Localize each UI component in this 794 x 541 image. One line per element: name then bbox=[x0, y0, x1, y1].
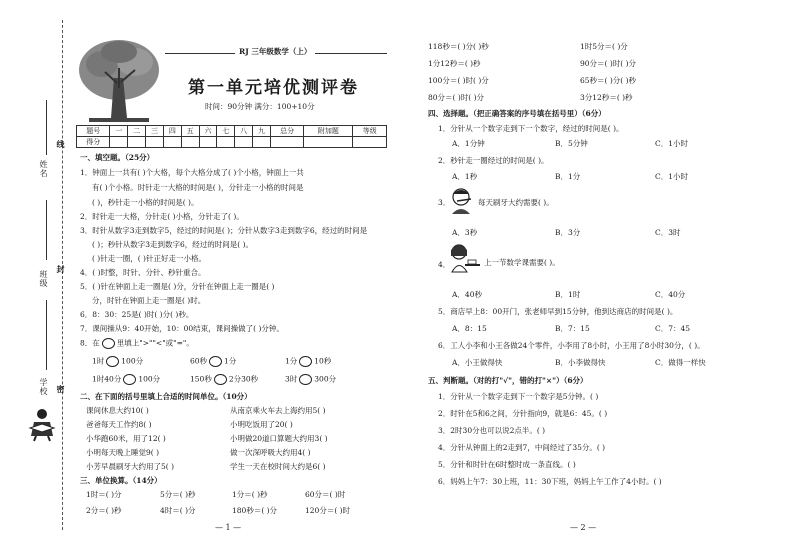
score-col-header: 七 bbox=[217, 126, 235, 137]
question-text: 有( )个小格。时针走一大格的时间是( )，分针走一小格的时间是 bbox=[92, 183, 304, 192]
conversion-item: 2分＝( )秒 bbox=[86, 506, 122, 515]
question-text: 7．课间操从9：40开始，10：00结束，课间操做了( )分钟。 bbox=[80, 324, 284, 333]
score-cell[interactable] bbox=[110, 137, 128, 148]
binding-seal-char: 封 bbox=[56, 265, 66, 274]
school-field[interactable] bbox=[46, 300, 47, 370]
unit-fill-item: 小华跑60米，用了12( ) bbox=[86, 434, 166, 443]
exam-subtitle: 时间：90分钟 满分：100+10分 bbox=[205, 102, 315, 111]
class-label: 班级 bbox=[39, 270, 48, 288]
binding-line-char: 线 bbox=[56, 140, 66, 149]
conversion-item: 5分＝( )秒 bbox=[160, 490, 196, 499]
boy-brushing-teeth-icon bbox=[447, 186, 475, 214]
compare-circle-input[interactable] bbox=[106, 356, 119, 367]
unit-fill-item: 爸爸每天工作约8( ) bbox=[86, 420, 152, 429]
choice-option[interactable]: C．40分 bbox=[655, 290, 686, 299]
section-4-title: 四、选择题。（把正确答案的序号填在括号里）（6分） bbox=[428, 109, 606, 118]
choice-option[interactable]: A．1分钟 bbox=[452, 139, 485, 148]
judge-item: 2．时针在5和6之间，分针指向9，就是6：45。( ) bbox=[438, 409, 608, 418]
score-table-score-row bbox=[77, 137, 387, 148]
question-number: 4． bbox=[438, 260, 451, 269]
question-suffix: 里填上">""<"或"="。 bbox=[116, 338, 194, 348]
score-col-header: 题号 bbox=[77, 126, 110, 137]
conversion-item: 90分＝( )时( )分 bbox=[580, 59, 637, 68]
judge-item: 4．分针从钟面上的2走到7，中间经过了35分。( ) bbox=[438, 443, 606, 452]
conversion-item: 1分＝( )秒 bbox=[232, 490, 268, 499]
score-col-header: 二 bbox=[128, 126, 146, 137]
compare-circle-input[interactable] bbox=[299, 374, 312, 385]
conversion-item: 1时＝( )分 bbox=[86, 490, 122, 499]
conversion-item: 120分＝( )时 bbox=[305, 506, 351, 515]
compare-item bbox=[92, 374, 160, 385]
unit-fill-item: 小明吃饭用了20( ) bbox=[230, 420, 293, 429]
choice-option[interactable]: C．1小时 bbox=[655, 139, 689, 148]
question-text: 3．时针从数字3走到数字5，经过的时间是( )；分针从数字3走到数字6，经过的时间是 bbox=[80, 226, 368, 235]
compare-right: 100分 bbox=[121, 356, 144, 366]
conversion-item: 3分12秒＝( )秒 bbox=[580, 93, 633, 102]
compare-right: 10秒 bbox=[314, 356, 332, 366]
choice-option[interactable]: C．7：45 bbox=[655, 324, 691, 333]
score-cell[interactable] bbox=[146, 137, 164, 148]
choice-option[interactable]: B．1分 bbox=[555, 172, 581, 181]
choice-option[interactable]: C．3时 bbox=[655, 228, 681, 237]
choice-option[interactable]: B．5分钟 bbox=[555, 139, 588, 148]
choice-question: 2．秒针走一圈经过的时间是( )。 bbox=[438, 156, 549, 165]
score-col-header: 四 bbox=[163, 126, 181, 137]
score-cell[interactable] bbox=[304, 137, 353, 148]
judge-item: 6．妈妈上午7：30上班，11：30下班，妈妈上午工作了4小时。( ) bbox=[438, 477, 662, 486]
score-table-header-row bbox=[77, 126, 387, 137]
page-number: — 2 — bbox=[570, 523, 597, 532]
judge-item: 1．分针从一个数字走到下一个数字是5分钟。( ) bbox=[438, 392, 599, 401]
question-text: ( )；秒针从数字3走到数字6，经过的时间是( )。 bbox=[92, 240, 254, 249]
unit-fill-item: 课间休息大约10( ) bbox=[86, 406, 149, 415]
unit-fill-item: 做一次深呼吸大约用4( ) bbox=[230, 448, 311, 457]
conversion-item: 100分＝( )时( )分 bbox=[428, 76, 489, 85]
score-col-header: 九 bbox=[253, 126, 271, 137]
conversion-item: 118秒＝( )分( )秒 bbox=[428, 42, 489, 51]
school-label: 学校 bbox=[39, 378, 48, 396]
compare-right: 100分 bbox=[138, 374, 161, 384]
unit-fill-item: 小芳早晨刷牙大约用了5( ) bbox=[86, 462, 175, 471]
compare-circle-input[interactable] bbox=[209, 356, 222, 367]
grade-banner: RJ 三年级数学（上） bbox=[235, 47, 315, 56]
section-1-title: 一、填空题。（25分） bbox=[80, 153, 155, 162]
section-2-title: 二、在下面的括号里填上合适的时间单位。（10分） bbox=[80, 392, 252, 401]
score-table bbox=[76, 125, 387, 148]
score-cell[interactable] bbox=[253, 137, 271, 148]
compare-item bbox=[285, 374, 336, 385]
question-text bbox=[80, 338, 194, 349]
conversion-item: 1时5分＝( )分 bbox=[580, 42, 628, 51]
section-3-title: 三、单位换算。（14分） bbox=[80, 476, 162, 485]
unit-fill-item: 学生一天在校时间大约是6( ) bbox=[230, 462, 326, 471]
judge-item: 3．2时30分也可以说2点半。( ) bbox=[438, 426, 546, 435]
question-text: ( )针走一圈，( )针正好走一小格。 bbox=[92, 254, 206, 263]
compare-circle-input[interactable] bbox=[299, 356, 312, 367]
conversion-item: 65秒＝( )分( )秒 bbox=[580, 76, 637, 85]
score-col-header: 附加题 bbox=[304, 126, 353, 137]
binding-secret-char: 密 bbox=[56, 385, 66, 394]
compare-circle-input[interactable] bbox=[214, 374, 227, 385]
compare-item bbox=[285, 356, 331, 367]
score-col-header: 八 bbox=[235, 126, 253, 137]
class-field[interactable] bbox=[46, 200, 47, 260]
question-number: 3． bbox=[438, 198, 451, 207]
choice-option[interactable]: B．1时 bbox=[555, 290, 581, 299]
girl-studying-icon bbox=[447, 242, 481, 274]
choice-option[interactable]: C．1小时 bbox=[655, 172, 689, 181]
compare-left: 60秒 bbox=[190, 356, 208, 366]
conversion-item: 60分＝( )时 bbox=[305, 490, 346, 499]
cut-line bbox=[62, 20, 63, 530]
question-text: 分，时针在钟面上走一圈是( )时。 bbox=[92, 296, 206, 305]
choice-option[interactable]: A．3秒 bbox=[452, 228, 478, 237]
score-cell[interactable] bbox=[217, 137, 235, 148]
score-cell[interactable] bbox=[353, 137, 387, 148]
question-text: 6．8：30：25是( )时( )分( )秒。 bbox=[80, 310, 194, 319]
name-field[interactable] bbox=[46, 100, 47, 155]
question-text: ( )，秒针走一小格的时间是( )。 bbox=[92, 198, 199, 207]
conversion-item: 4时＝( )分 bbox=[160, 506, 196, 515]
question-text: 2．时针走一大格，分针走( )小格，分针走了( )。 bbox=[80, 212, 244, 221]
name-label: 姓名 bbox=[39, 160, 48, 178]
conversion-item: 80分＝( )时( )分 bbox=[428, 93, 485, 102]
judge-item: 5．分针和时针在6时整时成一条直线。( ) bbox=[438, 460, 576, 469]
compare-circle-icon bbox=[102, 338, 115, 349]
compare-left: 3时 bbox=[285, 374, 298, 384]
compare-left: 150秒 bbox=[190, 374, 212, 384]
score-cell[interactable] bbox=[181, 137, 199, 148]
score-row-label: 得分 bbox=[77, 137, 110, 148]
conversion-item: 180秒＝( )分 bbox=[232, 506, 278, 515]
unit-fill-item: 小明做20道口算题大约用3( ) bbox=[230, 434, 328, 443]
choice-question: 每天刷牙大约需要( )。 bbox=[478, 198, 554, 207]
compare-item bbox=[92, 356, 143, 367]
score-cell[interactable] bbox=[128, 137, 146, 148]
choice-question: 1．分针从一个数字走到下一个数字，经过的时间是( )。 bbox=[438, 124, 624, 133]
compare-right: 1分 bbox=[224, 356, 237, 366]
score-cell[interactable] bbox=[163, 137, 181, 148]
compare-right: 2分30秒 bbox=[228, 374, 259, 384]
compare-item bbox=[190, 356, 236, 367]
score-col-header: 三 bbox=[146, 126, 164, 137]
question-prefix: 8．在 bbox=[80, 338, 100, 348]
choice-option[interactable]: A．40秒 bbox=[452, 290, 482, 299]
score-cell[interactable] bbox=[199, 137, 217, 148]
compare-left: 1分 bbox=[285, 356, 298, 366]
tree-illustration-icon bbox=[77, 38, 161, 126]
score-col-header: 六 bbox=[199, 126, 217, 137]
question-text: 5．( )针在钟面上走一圈是( )分，分针在钟面上走一圈是( ) bbox=[80, 282, 275, 291]
compare-left: 1时 bbox=[92, 356, 105, 366]
conversion-item: 1分12秒＝( )秒 bbox=[428, 59, 481, 68]
question-text: 1．钟面上一共有( )个大格，每个大格分成了( )个小格，钟面上一共 bbox=[80, 168, 304, 177]
unit-fill-item: 小明每天晚上睡觉9( ) bbox=[86, 448, 160, 457]
page-number: — 1 — bbox=[215, 523, 242, 532]
score-col-header: 总分 bbox=[270, 126, 303, 137]
choice-option[interactable]: B．7：15 bbox=[555, 324, 590, 333]
compare-right: 300分 bbox=[314, 374, 337, 384]
section-5-title: 五、判断题。（对的打"√"，错的打"×"）（6分） bbox=[428, 376, 588, 385]
choice-question: 6．工人小李和小王各做24个零件，小李用了8小时，小王用了8小时30分，( )。 bbox=[438, 341, 705, 350]
score-col-header: 一 bbox=[110, 126, 128, 137]
choice-option[interactable]: B．3分 bbox=[555, 228, 581, 237]
choice-option[interactable]: A．8：15 bbox=[452, 324, 487, 333]
choice-option[interactable]: B．小李做得快 bbox=[555, 358, 606, 367]
compare-item bbox=[190, 374, 258, 385]
question-text: 4．( )时整，时针、分针、秒针重合。 bbox=[80, 268, 206, 277]
choice-option[interactable]: A．1秒 bbox=[452, 172, 478, 181]
score-cell[interactable] bbox=[235, 137, 253, 148]
page-title: 第一单元培优测评卷 bbox=[188, 78, 359, 98]
compare-left: 1时40分 bbox=[92, 374, 122, 384]
reading-kid-icon bbox=[28, 408, 56, 442]
choice-option[interactable]: C．做得一样快 bbox=[655, 358, 706, 367]
score-cell[interactable] bbox=[270, 137, 303, 148]
score-col-header: 等级 bbox=[353, 126, 387, 137]
score-col-header: 五 bbox=[181, 126, 199, 137]
choice-question: 5．商店早上8：00开门，张老师早到15分钟，他到达商店的时间是( )。 bbox=[438, 307, 678, 316]
unit-fill-item: 从南京乘火车去上海约用5( ) bbox=[230, 406, 326, 415]
compare-circle-input[interactable] bbox=[123, 374, 136, 385]
choice-option[interactable]: A．小王做得快 bbox=[452, 358, 503, 367]
choice-question: 上一节数学课需要( )。 bbox=[484, 258, 560, 267]
